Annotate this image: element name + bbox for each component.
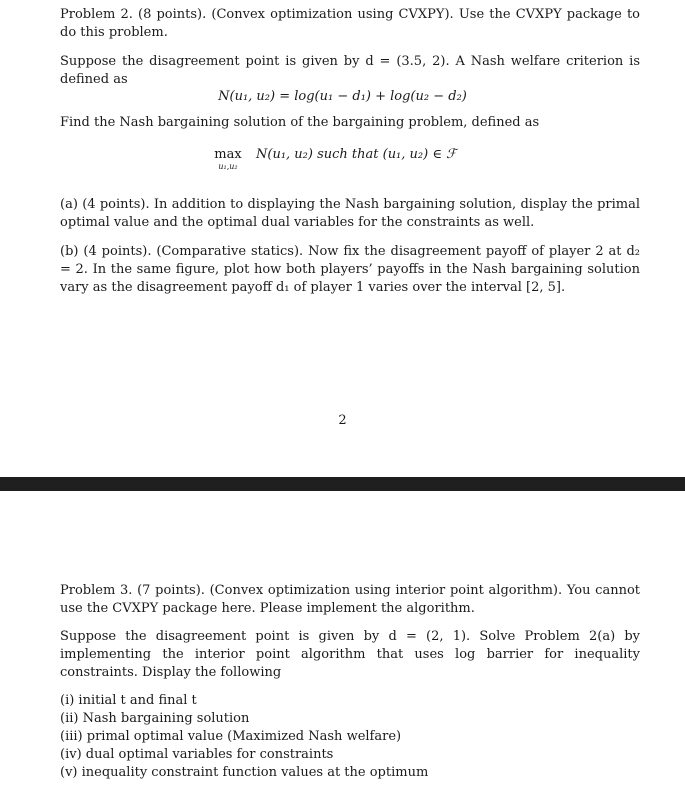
list-item: (iii) primal optimal value (Maximized Nash welfare) xyxy=(60,729,402,744)
optimization-objective: N(u₁, u₂) such that (u₁, u₂) ∈ ℱ xyxy=(256,147,457,162)
problem-3-intro: Suppose the disagreement point is given by d = (2, 1). Solve Problem 2(a) by implementing the interior point algorithm that uses log barrier for inequality constraints. Display the following xyxy=(60,629,640,680)
optimization-problem xyxy=(212,146,512,176)
list-item: (v) inequality constraint function values at the optimum xyxy=(60,765,429,780)
list-item: (i) initial t and final t xyxy=(60,693,197,708)
nash-welfare-formula: N(u₁, u₂) = log(u₁ − d₁) + log(u₂ − d₂) xyxy=(218,89,467,104)
problem-2-part-a: (a) (4 points). In addition to displaying the Nash bargaining solution, display the primal optimal value and the optimal dual variables for the constraints as well. xyxy=(60,197,640,230)
max-subscript: u₁,u₂ xyxy=(218,162,238,171)
page-2 xyxy=(0,491,685,795)
problem-2-heading: Problem 2. (8 points). (Convex optimization using CVXPY). Use the CVXPY package to do this problem. xyxy=(60,7,640,40)
problem-3-heading: Problem 3. (7 points). (Convex optimization using interior point algorithm). You cannot use the CVXPY package here. Please implement the algorithm. xyxy=(60,583,640,616)
list-item: (iv) dual optimal variables for constraints xyxy=(60,747,334,762)
problem-2-part-b: (b) (4 points). (Comparative statics). Now fix the disagreement payoff of player 2 at d₂ = 2. In the same figure, plot how both players’ payoffs in the Nash bargaining solution vary as the disagreement payoff d₁ of player 1 varies over the interval [2, 5]. xyxy=(60,244,640,295)
problem-2-find-statement: Find the Nash bargaining solution of the bargaining problem, defined as xyxy=(60,115,540,130)
list-item: (ii) Nash bargaining solution xyxy=(60,711,250,726)
max-operator: max xyxy=(214,147,242,162)
problem-2-intro: Suppose the disagreement point is given by d = (3.5, 2). A Nash welfare criterion is defined as xyxy=(60,54,640,87)
page-number: 2 xyxy=(338,413,347,428)
page-separator xyxy=(0,477,685,491)
